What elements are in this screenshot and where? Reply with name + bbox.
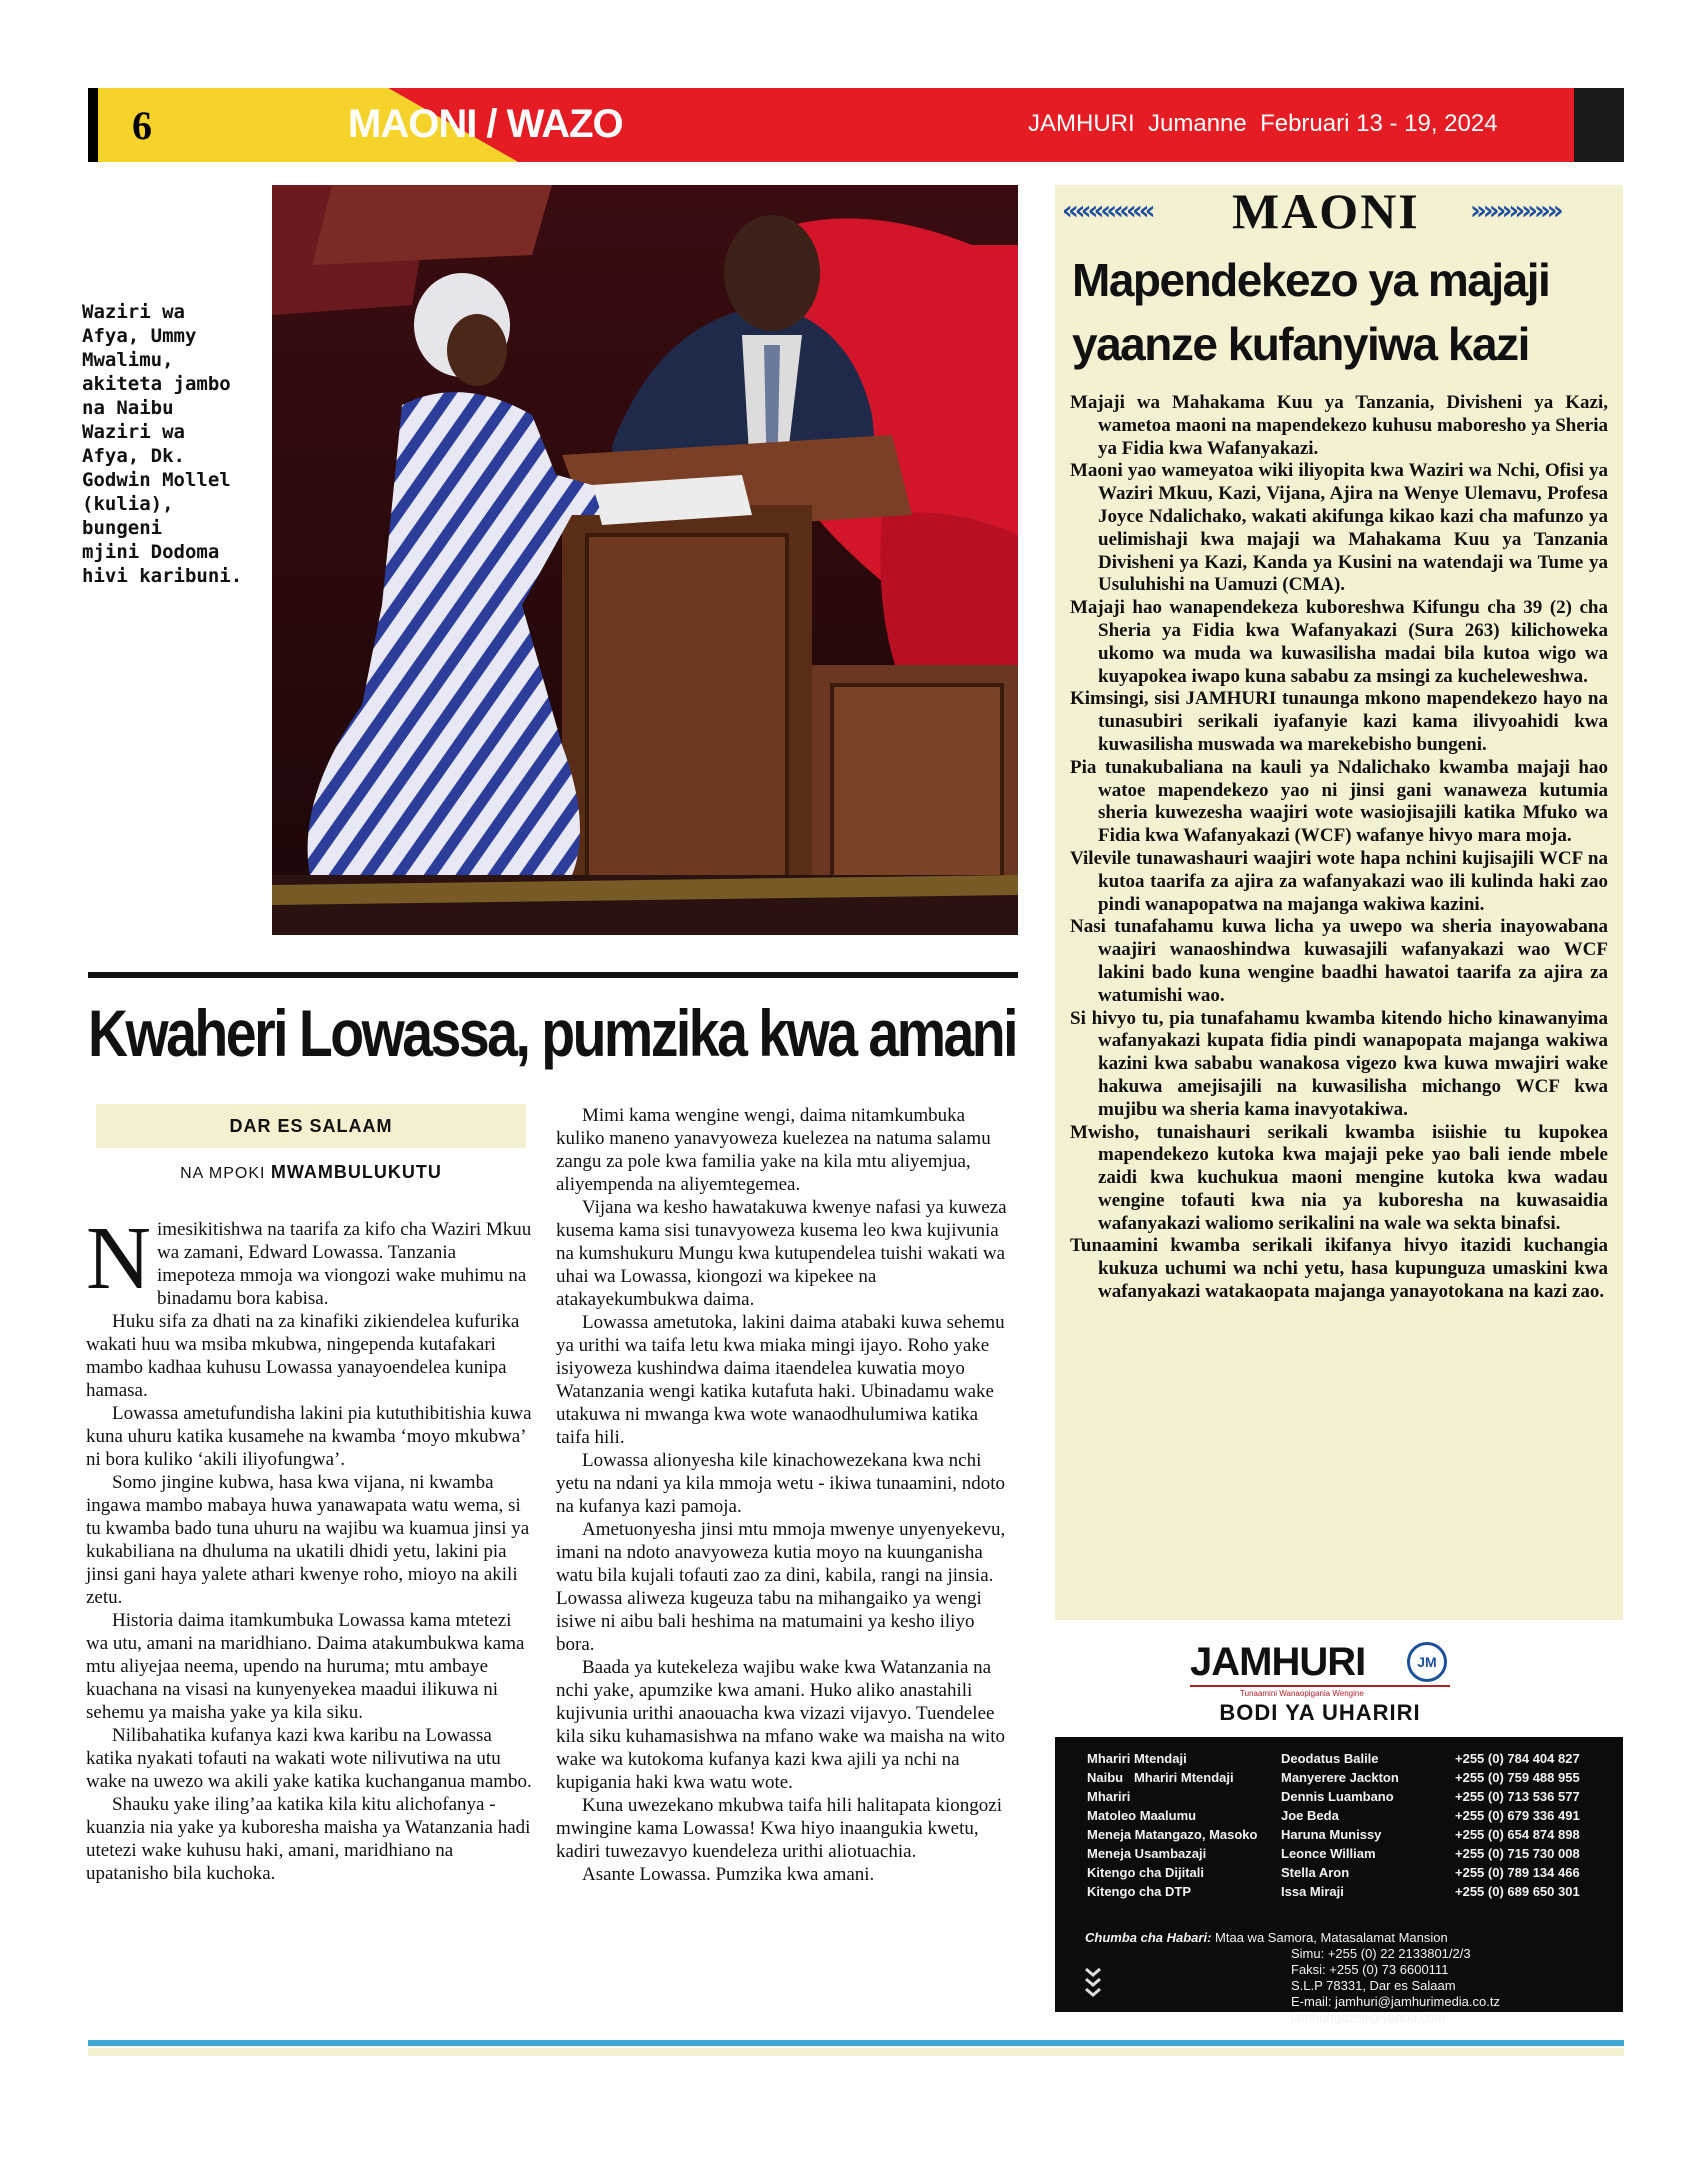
- chevrons-down-icon-svg: [1083, 1965, 1103, 2005]
- contact-email: jamhurigazeti@yahoo.com: [1291, 2010, 1446, 2025]
- article-top-rule: [88, 972, 1018, 978]
- board-role: Meneja Matangazo, Masoko: [1087, 1827, 1258, 1842]
- article-paragraph: Lowassa ametufundisha lakini pia kututhibitishia kuwa kuna uhuru katika kusamehe na kwamba ‘moyo mkubwa’ ni bora kuliko ‘akili iliyofungwa’.: [86, 1403, 532, 1470]
- editorial-paragraph: Mwisho, tunaishauri serikali kwamba isiishie tu kupokea mapendekezo kutoka kwa majaji peke yao bali iende mbele zaidi kwa kuchukua maoni mengine kutoka kwa wadau wengine tofauti kwa nia ya kuboresha na kuwasaidia wafanyakazi waliomo serikalini na wale wa sekta binafsi.: [1070, 1121, 1608, 1234]
- article-dateline: DAR ES SALAAM: [96, 1104, 526, 1148]
- editorial-paragraph: Vilevile tunawashauri waajiri wote hapa nchini kujisajili WCF na kutoa taarifa za ajira za wafanyakazi wao ili kulinda haki zao pindi wanapopatwa na majanga wakiwa kazini.: [1070, 847, 1608, 915]
- board-name: Manyerere Jackton: [1281, 1770, 1399, 1785]
- footer-stripe-blue: [88, 2040, 1624, 2046]
- board-row: [1055, 1770, 1623, 1789]
- board-name: Deodatus Balile: [1281, 1751, 1379, 1766]
- jamhuri-logo-mark-icon: JM: [1407, 1642, 1447, 1682]
- board-name: Haruna Munissy: [1281, 1827, 1382, 1842]
- article-paragraph: Huku sifa za dhati na za kinafiki zikiendelea kufurika wakati huu wa msiba mkubwa, ningependa kutafakari mambo kadhaa kuhusu Lowassa yanayoendelea kunipa hamasa.: [86, 1311, 520, 1401]
- board-row: [1055, 1884, 1623, 1903]
- news-photo: [272, 185, 1018, 935]
- editorial-paragraph: Nasi tunafahamu kuwa licha ya uwepo wa sheria inayowabana waajiri wanaoshindwa kuwasajili wafanyakazi wao WCF lakini bado kuna wengine baadhi hawatoi taarifa za ajira za watumishi wao.: [1070, 916, 1608, 1006]
- board-role: Kitengo cha Dijitali: [1087, 1865, 1205, 1880]
- board-name: Joe Beda: [1281, 1808, 1339, 1823]
- editorial-paragraph: Majaji wa Mahakama Kuu ya Tanzania, Divisheni ya Kazi, wametoa maoni na mapendekezo kuhusu maboresho ya Sheria ya Fidia kwa Wafanyakazi.: [1070, 392, 1608, 459]
- board-name: Issa Miraji: [1281, 1884, 1344, 1899]
- board-title: BODI YA UHARIRI: [1219, 1700, 1421, 1725]
- editorial-headline: Mapendekezo ya majaji yaanze kufanyiwa kazi: [1072, 254, 1550, 370]
- board-role: Matoleo Maalumu: [1087, 1808, 1197, 1823]
- article-headline: Kwaheri Lowassa, pumzika kwa amani: [88, 996, 1017, 1070]
- editorial-body: [1070, 392, 1608, 1304]
- article-paragraph: Ametuonyesha jinsi mtu mmoja mwenye unyenyekevu, imani na ndoto anavyoweza kutia moyo na kuunganisha watu bila kujali tofauti zao za dini, kabila, rangi na jinsia. Lowassa aliweza kugeuza tabu na mihangaiko ya wengi isiwe ni aibu bali heshima na matumaini ya kesho iliyo bora.: [556, 1519, 1006, 1655]
- board-row: [1055, 1846, 1623, 1865]
- article-column-2: [556, 1104, 1008, 1886]
- page-number: 6: [132, 103, 152, 148]
- board-phone: +255 (0) 689 650 301: [1455, 1884, 1580, 1899]
- footer-stripe-cream: [88, 2048, 1624, 2056]
- article-paragraph: Mimi kama wengine wengi, daima nitamkumbuka kuliko maneno yanavyoweza kuelezea na natuma salamu zangu za pole kwa familia yake na kila mtu aliyemjua, aliyempenda na aliyemtegemea.: [556, 1105, 991, 1195]
- chevrons-left-icon: «««««««: [1062, 196, 1152, 226]
- contact-line: Simu: +255 (0) 22 2133801/2/3: [1291, 1946, 1471, 1961]
- editorial-paragraph: Majaji hao wanapendekeza kuboreshwa Kifungu cha 39 (2) cha Sheria ya Fidia kwa Wafanyakazi (Sura 263) kilichoweka ukomo wa muda wa kuwasilisha madai bila kutoa wigo wa kuyapokea iwapo kuna sababu za msingi za kucheleweshwa.: [1070, 597, 1608, 687]
- contact-line: Faksi: +255 (0) 73 6600111: [1291, 1962, 1449, 1977]
- newsroom-contact: [1085, 1930, 1500, 2026]
- board-role: Mhariri Mtendaji: [1087, 1751, 1187, 1766]
- editorial-paragraph: Kimsingi, sisi JAMHURI tunaunga mkono mapendekezo hayo na tunasubiri serikali iyafanyie kazi kama ilivyoahidi kwa kuwasilisha muswada wa marekebisho bungeni.: [1070, 688, 1608, 755]
- article-paragraph: Asante Lowassa. Pumzika kwa amani.: [582, 1864, 875, 1885]
- page-header: [88, 88, 1624, 162]
- article-paragraph: Lowassa ametutoka, lakini daima atabaki kuwa sehemu ya urithi wa taifa letu kwa miaka mingi ijayo. Roho yake isiyoweza kushindwa daima itaendelea kuwatia moyo Watanzania wengi katika kutafuta haki. Ubinadamu wake utakuwa ni mwanga kwa wote wanaodhulumiwa katika taifa hili.: [556, 1312, 1005, 1448]
- section-title: MAONI / WAZO: [348, 102, 623, 146]
- editorial-paragraph: Si hivyo tu, pia tunafahamu kwamba kitendo hicho kinawanyima wafanyakazi kupata fidia pindi wanapopata majanga wakiwa kazini kwa sababu wanakosa vigezo kwa kuwa mwajiri wake hakuwa amejisajili na kuwasilisha michango WCF kwa mujibu wa sheria kama inavyotakiwa.: [1070, 1007, 1608, 1120]
- board-role: Mhariri: [1087, 1789, 1131, 1804]
- board-phone: +255 (0) 713 536 577: [1455, 1789, 1580, 1804]
- board-row: [1055, 1789, 1623, 1808]
- board-name: Dennis Luambano: [1281, 1789, 1394, 1804]
- header-left-bar: [88, 88, 98, 162]
- editorial-paragraph: Maoni yao wameyatoa wiki iliyopita kwa Waziri wa Nchi, Ofisi ya Waziri Mkuu, Kazi, Vijana, Ajira na Wenye Ulemavu, Profesa Joyce Ndalichako, wakati akifunga kikao kazi cha mafunzo ya uelimishaji kwa majaji wa Mahakama Kuu ya Tanzania Divisheni ya Kazi, Kanda ya Kusini na watendaji wa Tume ya Usuluhishi na Uamuzi (CMA).: [1070, 460, 1608, 596]
- byline-author: MWAMBULUKUTU: [270, 1162, 442, 1182]
- article-paragraph: Historia daima itamkumbuka Lowassa kama mtetezi wa utu, amani na maridhiano. Daima atakumbukwa kama mtu aliyejaa neema, upendo na huruma; mtu ambaye kuachana na visasi na kunyenyekea maadui ilikuwa ni sehemu ya maisha yake ya kila siku.: [86, 1610, 525, 1723]
- article-paragraph: Somo jingine kubwa, hasa kwa vijana, ni kwamba ingawa mambo mabaya huwa yanawapata watu wema, si tu kwamba bado tuna uhuru na wajibu wa kuamua jinsi ya kukabiliana na dhuluma na ukatili dhidi yetu, lakini pia jinsi gani haya yalete athari kwenye roho, mioyo na akili zetu.: [86, 1472, 530, 1608]
- article-paragraph: Lowassa alionyesha kile kinachowezekana kwa nchi yetu na ndani ya kila mmoja wetu - ikiwa tunaamini, ndoto na kufanya kazi pamoja.: [556, 1450, 1006, 1517]
- photo-caption: Waziri wa Afya, Ummy Mwalimu, akiteta jambo na Naibu Waziri wa Afya, Dk. Godwin Mollel (kulia), bungeni mjini Dodoma hivi karibuni.: [82, 301, 243, 587]
- board-phone: +255 (0) 789 134 466: [1455, 1865, 1580, 1880]
- article-paragraph: Shauku yake iling’aa katika kila kitu alichofanya - kuanzia nia yake ya kuboresha maisha ya Watanzania hadi utetezi wake kuhusu haki, amani, maridhiano na upatanisho bila kuchoka.: [86, 1794, 531, 1884]
- board-phone: +255 (0) 784 404 827: [1455, 1751, 1580, 1766]
- article-paragraph: imesikitishwa na taarifa za kifo cha Waziri Mkuu wa zamani, Edward Lowassa. Tanzania imepoteza mmoja wa viongozi wake muhimu na binadamu bora kabisa.: [157, 1219, 532, 1309]
- jamhuri-logo: JAMHURI: [1190, 1640, 1366, 1684]
- editorial-paragraph: Pia tunakubaliana na kauli ya Ndalichako kwamba majaji hao watoe mapendekezo yao ni jinsi gani wanaweza kutumia sheria kuwezesha waajiri wote wasiojisajili katika Mfuko wa Fidia kwa Wafanyakazi (WCF) wafanye hivyo mara moja.: [1070, 756, 1608, 847]
- parliament-photo-illustration: [272, 185, 1018, 935]
- contact-line: S.L.P 78331, Dar es Salaam: [1291, 1978, 1456, 1993]
- contact-label: Chumba cha Habari:: [1085, 1930, 1212, 1945]
- contact-email: E-mail: jamhuri@jamhurimedia.co.tz: [1291, 1994, 1500, 2009]
- editorial-paragraph: Tunaamini kwamba serikali ikifanya hivyo itazidi kuchangia kukuza uchumi wa nchi yetu, hasa kupunguza umaskini kwa wafanyakazi watakaopata majanga yanayotokana na kazi zao.: [1070, 1235, 1608, 1303]
- contact-address: Mtaa wa Samora, Matasalamat Mansion: [1215, 1930, 1448, 1945]
- board-phone: +255 (0) 759 488 955: [1455, 1770, 1580, 1785]
- drop-cap: N: [86, 1209, 151, 1308]
- chevrons-right-icon: »»»»»»»: [1470, 196, 1560, 226]
- editorial-label: MAONI: [1232, 183, 1420, 239]
- board-phone: +255 (0) 715 730 008: [1455, 1846, 1580, 1861]
- article-paragraph: Kuna uwezekano mkubwa taifa hili halitapata kiongozi mwingine kama Lowassa! Kwa hiyo inaangukia kwetu, kadiri tuwezavyo kuendeleza urithi aliotuachia.: [556, 1795, 1002, 1862]
- issue-date: JAMHURI Jumanne Februari 13 - 19, 2024: [1028, 110, 1498, 137]
- board-row: [1055, 1808, 1623, 1827]
- board-name: Stella Aron: [1281, 1865, 1350, 1880]
- byline-prefix: NA MPOKI: [180, 1165, 271, 1182]
- board-row: [1055, 1827, 1623, 1846]
- header-black-block: [1574, 88, 1624, 162]
- board-row: [1055, 1751, 1623, 1770]
- board-phone: +255 (0) 654 874 898: [1455, 1827, 1580, 1842]
- board-role: Kitengo cha DTP: [1087, 1884, 1192, 1899]
- board-role: Naibu Mhariri Mtendaji: [1087, 1770, 1234, 1785]
- board-role: Meneja Usambazaji: [1087, 1846, 1207, 1861]
- article-byline: [96, 1162, 526, 1183]
- logo-tagline: Tunaamini Wanaopigania Wengine: [1240, 1689, 1364, 1698]
- board-phone: +255 (0) 679 336 491: [1455, 1808, 1580, 1823]
- board-name: Leonce William: [1281, 1846, 1376, 1861]
- article-paragraph: Nilibahatika kufanya kazi kwa karibu na Lowassa katika nyakati tofauti na wakati wote nilivutiwa na utu wake na uwezo wa akili yake katika kuchanganua mambo.: [86, 1725, 532, 1792]
- logo-rule: [1190, 1685, 1450, 1687]
- article-paragraph: Baada ya kutekeleza wajibu wake kwa Watanzania na nchi yake, apumzike kwa amani. Huko aliko anastahili kujivunia urithi anaouacha kwa vizazi vijavyo. Tuendelee kila siku kuhamasishwa na mfano wake wa maisha na wito wake wa kutokoma kufanya kazi kwa ajili ya nchi na kupigania haki kwa watu wote.: [556, 1657, 1006, 1793]
- article-column-1: [86, 1209, 534, 1885]
- chevrons-down-icon: [1083, 1965, 1103, 2006]
- article-paragraph: Vijana wa kesho hawatakuwa kwenye nafasi ya kuweza kusema kama sisi tunavyoweza kusema leo kwa kujivunia na kumshukuru Mungu kwa kutupendelea tuishi wakati wa uhai wa Lowassa, kiongozi wa kipekee na atakayekumbukwa daima.: [556, 1197, 1007, 1310]
- board-row: [1055, 1865, 1623, 1884]
- contact-address-line: [1085, 1930, 1500, 1946]
